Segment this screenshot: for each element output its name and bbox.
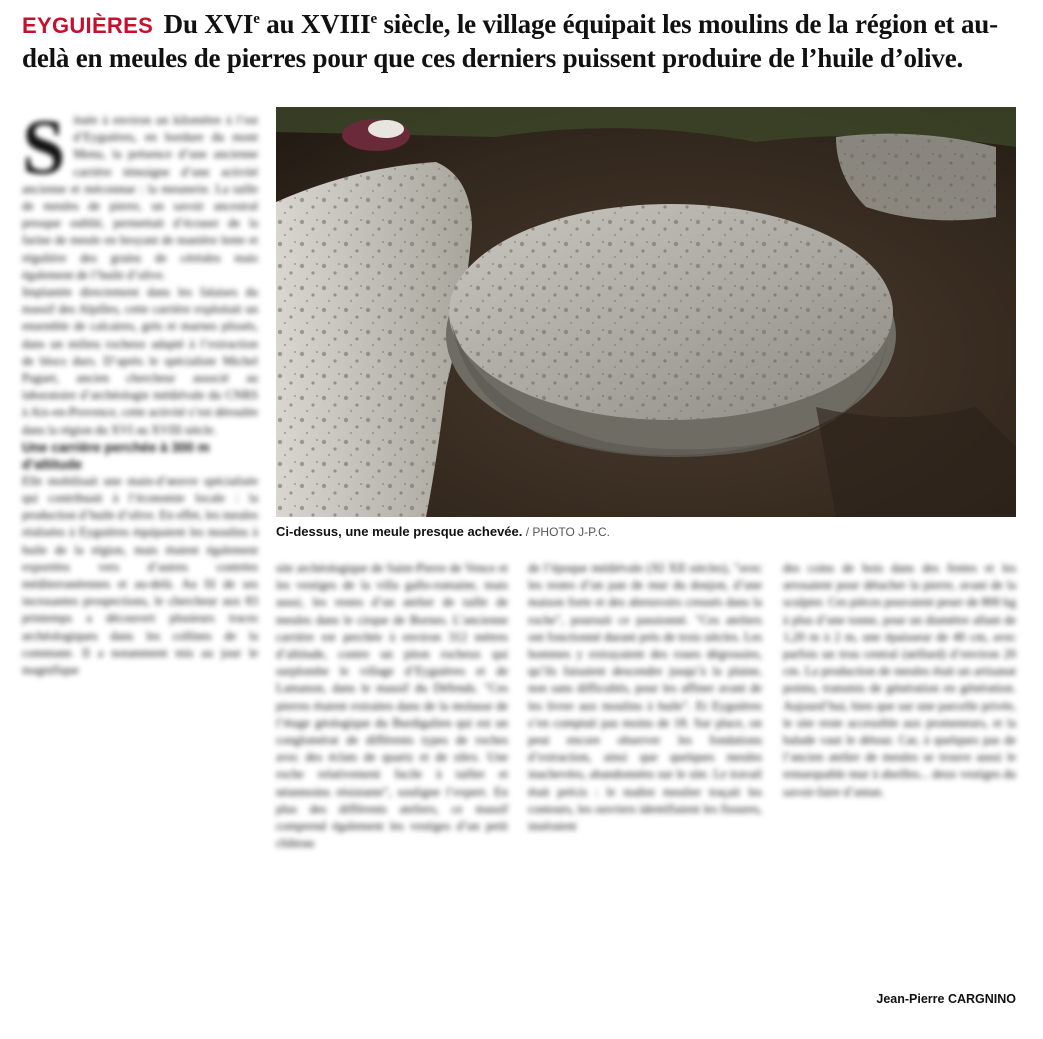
headline-part1: Du XVI bbox=[163, 9, 254, 39]
photo-caption bbox=[276, 524, 1016, 539]
headline-sup1: e bbox=[253, 11, 260, 27]
column-3-text: de l’époque médiévale (XI XII siècles), "avec les restes d’un pan de mur du donjon, d’une maison forte et des abreuvoirs creusés dans la roche", poursuit ce passionné. "Ces ateliers ont fonctionné durant près de trois siècles. Les hommes y extrayaient des roues dégrossies, qu’ils faisaient descendre jusqu’à la plaine, non sans difficultés, pour les affiner avant de les livrer aux moulins à huile". Et Eyguières s’en comptait pas moins de 18. Sur place, on peut encore observer les fondations d’extraction, ainsi que quelques meules inachevées, abandonnées sur le site. Le travail était précis : le maître meulier traçait les contours, les ouvriers identifiaient les fissures, inséraient bbox=[528, 561, 762, 834]
headline-sup2: e bbox=[370, 11, 377, 27]
millstone-photo bbox=[276, 107, 1016, 517]
article-column-4 bbox=[783, 560, 1016, 990]
article-column-3 bbox=[528, 560, 762, 1010]
column-1-paragraph-3: Elle mobilisait une main-d’œuvre spécialisée qui contribuait à l’économie locale : la production d’huile d’olive. En effet, les meules réalisées à Eyguières équipaient les moulins à huile de la région, mais étaient également exportées vers d’autres contrées méditerranéennes et au-delà. Au fil de ses incessantes prospections, le chercheur aux 83 printemps a découvert plusieurs traces archéologiques dans les collines de la commune. Il a notamment mis au jour le magnifique bbox=[22, 473, 258, 678]
article-column-1 bbox=[22, 112, 258, 1010]
headline-kicker: EYGUIÈRES bbox=[22, 13, 154, 38]
author-byline: Jean-Pierre CARGNINO bbox=[876, 992, 1016, 1006]
headline bbox=[22, 8, 1032, 75]
column-4-text: des coins de bois dans des fentes et les arrosaient pour détacher la pierre, avant de la sculpter. Ces pièces pouvaient peser de 800 kg à plus d’une tonne, pour un diamètre allant de 1,20 m à 2 m, une épaisseur de 40 cm, avec parfois un trou central (œillard) d’environ 20 cm. La production de meules était un artisanat pointu, transmis de génération en génération. Aujourd’hui, bien que sur une parcelle privée, le site reste accessible aux promeneurs, et la balade vaut le détour. Car, à quelques pas de l’ancien atelier de meules se trouve aussi le remarquable mur à abeilles... deux vestiges du savoir-faire d’antan. bbox=[783, 561, 1016, 799]
headline-part2: au XVIII bbox=[259, 9, 371, 39]
column-1-paragraph-2: Implantée directement dans les falaises du massif des Alpilles, cette carrière exploitait un ensemble de calcaires, grès et marnes plissés, dans un milieu rocheux adapté à l’extraction de blocs durs. D’après le spécialiste Michel Paguet, ancien chercheur associé au laboratoire d’archéologie médiévale du CNRS à Aix-en-Provence, cette activité s’est déroulée dans la région du XVI au XVIII siècle. bbox=[22, 285, 258, 437]
article-subhead: Une carrière perchée à 300 m d’altitude bbox=[22, 439, 210, 472]
millstone-photo-illustration bbox=[276, 107, 1016, 517]
column-1-paragraph-1: ituée à environ un kilomètre à l’est d’Eyguières, en bordure du mont Menu, la présence d’une ancienne carrière témoigne d’une activité ancienne et méconnue : la meunerie. La taille de meules de pierre, un savoir ancestral presque oublié, permettait d’écraser de la farine de meule en broyant de manière lente et régulière des grains de céréales mais également de l’huile d’olive. bbox=[22, 113, 258, 282]
drop-cap: S bbox=[22, 112, 66, 190]
headline-part3: siècle, le village équipait les moulins de la région et au-delà en meules de pierres pour que ces derniers puissent produire de l’huile d’olive. bbox=[22, 9, 998, 73]
article-column-2 bbox=[276, 560, 508, 1010]
photo-credit: / PHOTO J-P.C. bbox=[522, 525, 610, 539]
caption-text: Ci-dessus, une meule presque achevée. bbox=[276, 524, 523, 539]
column-2-text: site archéologique de Saint-Pierre de Vence et les vestiges de la villa gallo-romaine, mais aussi, les restes d’un atelier de taille de meules dans le cirque de Bornes. L’ancienne carrière est perchée à environ 312 mètres d’altitude, contre un piton rocheux qui surplombe le village d’Eyguières et de Lamanon, dans le massif du Défends. "Ces pierres étaient extraites dans de la molasse de l’étage géologique du Burdigalien qui est un conglomérat de différents types de roches avec des éclats de quartz et de silex. Une roche relativement facile à tailler et néanmoins résistante", souligne l’expert. En plus des différents ateliers, ce massif comprend également les vestiges d’un petit château bbox=[276, 561, 508, 851]
